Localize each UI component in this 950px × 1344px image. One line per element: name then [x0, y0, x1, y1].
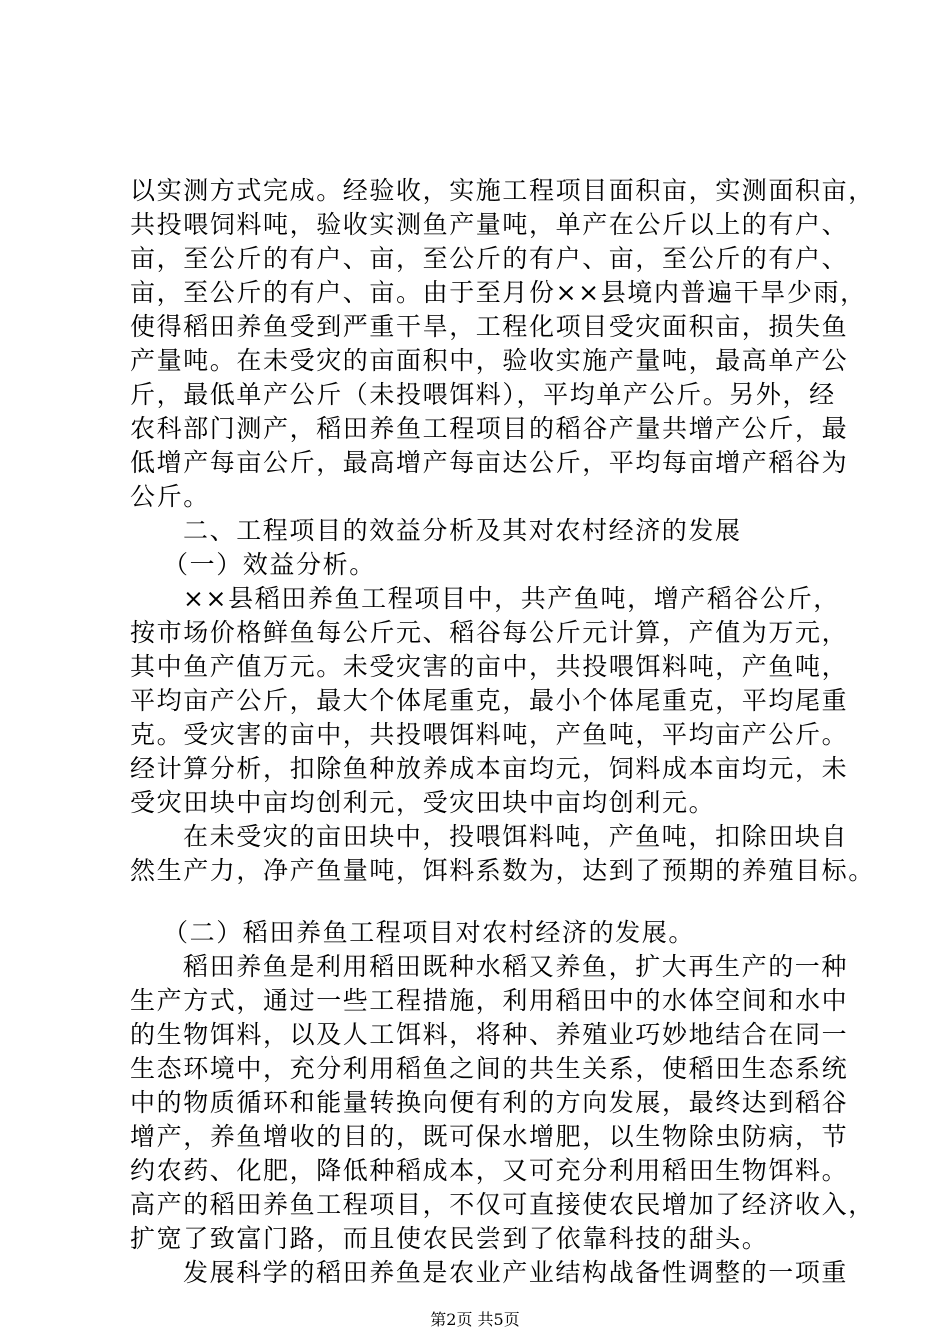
body-line-10: 公斤。 [130, 482, 210, 511]
body-line-30: 高产的稻田养鱼工程项目，不仅可直接使农民增加了经济收入， [130, 1190, 875, 1219]
body-line-9: 低增产每亩公斤，最高增产每亩达公斤，平均每亩增产稻谷为 [130, 448, 849, 477]
body-line-21: 然生产力，净产鱼量吨，饵料系数为，达到了预期的养殖目标。 [130, 856, 875, 885]
body-line-8: 农科部门测产，稻田养鱼工程项目的稻谷产量共增产公斤，最 [130, 414, 849, 443]
body-line-23: 稻田养鱼是利用稻田既种水稻又养鱼，扩大再生产的一种 [183, 952, 849, 981]
subsection-heading-2: （二）稻田养鱼工程项目对农村经济的发展。 [163, 918, 696, 947]
body-line-7: 斤，最低单产公斤（未投喂饵料），平均单产公斤。另外，经 [130, 380, 836, 409]
body-line-27: 中的物质循环和能量转换向便有利的方向发展，最终达到稻谷 [130, 1088, 849, 1117]
body-line-24: 生产方式，通过一些工程措施，利用稻田中的水体空间和水中 [130, 986, 849, 1015]
body-line-26: 生态环境中，充分利用稻鱼之间的共生关系，使稻田生态系统 [130, 1054, 849, 1083]
body-line-19: 受灾田块中亩均创利元，受灾田块中亩均创利元。 [130, 788, 716, 817]
body-line-13: ××县稻田养鱼工程项目中，共产鱼吨，增产稻谷公斤， [183, 584, 840, 613]
body-line-15: 其中鱼产值万元。未受灾害的亩中，共投喂饵料吨，产鱼吨， [130, 652, 849, 681]
body-line-2: 共投喂饲料吨，验收实测鱼产量吨，单产在公斤以上的有户、 [130, 210, 849, 239]
body-line-6: 产量吨。在未受灾的亩面积中，验收实施产量吨，最高单产公 [130, 346, 849, 375]
body-line-20: 在未受灾的亩田块中，投喂饵料吨，产鱼吨，扣除田块自 [183, 822, 849, 851]
body-line-18: 经计算分析，扣除鱼种放养成本亩均元，饲料成本亩均元，未 [130, 754, 849, 783]
body-line-28: 增产，养鱼增收的目的，既可保水增肥，以生物除虫防病，节 [130, 1122, 849, 1151]
body-line-16: 平均亩产公斤，最大个体尾重克，最小个体尾重克，平均尾重 [130, 686, 849, 715]
body-line-25: 的生物饵料，以及人工饵料，将种、养殖业巧妙地结合在同一 [130, 1020, 849, 1049]
subsection-heading-1: （一）效益分析。 [163, 550, 376, 579]
body-line-29: 约农药、化肥，降低种稻成本，又可充分利用稻田生物饵料。 [130, 1156, 849, 1185]
section-heading-2: 二、工程项目的效益分析及其对农村经济的发展 [183, 516, 742, 545]
body-line-32: 发展科学的稻田养鱼是农业产业结构战备性调整的一项重 [183, 1258, 849, 1287]
body-line-5: 使得稻田养鱼受到严重干旱，工程化项目受灾面积亩，损失鱼 [130, 312, 849, 341]
body-line-14: 按市场价格鲜鱼每公斤元、稻谷每公斤元计算，产值为万元， [130, 618, 849, 647]
body-line-17: 克。受灾害的亩中，共投喂饵料吨，产鱼吨，平均亩产公斤。 [130, 720, 849, 749]
page-footer: 第2页 共5页 [430, 1310, 520, 1329]
body-line-4: 亩，至公斤的有户、亩。由于至月份××县境内普遍干旱少雨， [130, 278, 867, 307]
body-line-1: 以实测方式完成。经验收，实施工程项目面积亩，实测面积亩， [130, 176, 875, 205]
body-line-31: 扩宽了致富门路，而且使农民尝到了依靠科技的甜头。 [130, 1224, 769, 1253]
body-line-3: 亩，至公斤的有户、亩，至公斤的有户、亩，至公斤的有户、 [130, 244, 849, 273]
